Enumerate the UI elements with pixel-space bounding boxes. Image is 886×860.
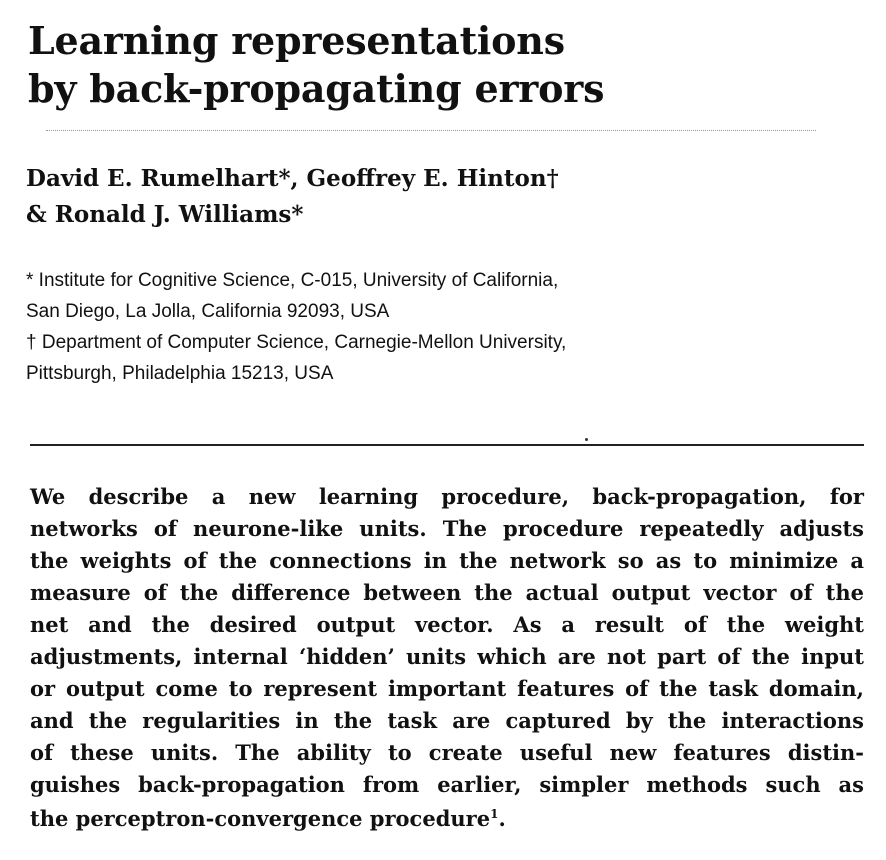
affiliation-line-1: * Institute for Cognitive Science, C-015, University of California,: [26, 270, 559, 291]
affiliation-line-4: Pittsburgh, Philadelphia 15213, USA: [26, 363, 334, 384]
abstract-line: or output come to represent important features of the task domain,: [30, 676, 864, 701]
abstract-line: the weights of the connections in the network so as to minimize a: [30, 548, 864, 573]
print-speck: [585, 438, 588, 441]
authors-line-2: & Ronald J. Williams*: [26, 201, 304, 228]
affiliation-line-2: San Diego, La Jolla, California 92093, USA: [26, 301, 390, 322]
abstract-line: and the regularities in the task are captured by the interactions: [30, 708, 864, 733]
abstract-line: net and the desired output vector. As a result of the weight: [30, 612, 864, 637]
abstract-line: adjustments, internal ‘hidden’ units which are not part of the input: [30, 644, 864, 669]
abstract-line: networks of neurone-like units. The procedure repeatedly adjusts: [30, 516, 864, 541]
title-line-2: by back-propagating errors: [28, 66, 605, 111]
abstract-line: guishes back-propagation from earlier, simpler methods such as: [30, 772, 864, 797]
abstract-last-text: the perceptron-convergence procedure: [30, 806, 491, 831]
abstract-last-line: [30, 806, 506, 832]
section-divider: [30, 444, 864, 446]
affiliation-line-3: † Department of Computer Science, Carnegie-Mellon University,: [26, 332, 567, 353]
abstract-line: measure of the difference between the actual output vector of the: [30, 580, 864, 605]
abstract-line: of these units. The ability to create useful new features distin-: [30, 740, 864, 765]
title-line-1: Learning representations: [28, 18, 565, 63]
reference-superscript: 1: [490, 807, 499, 821]
title-divider: [46, 130, 816, 131]
authors-line-1: David E. Rumelhart*, Geoffrey E. Hinton†: [26, 165, 559, 192]
abstract-line: We describe a new learning procedure, back-propagation, for: [30, 484, 864, 509]
abstract-last-period: .: [498, 806, 506, 831]
